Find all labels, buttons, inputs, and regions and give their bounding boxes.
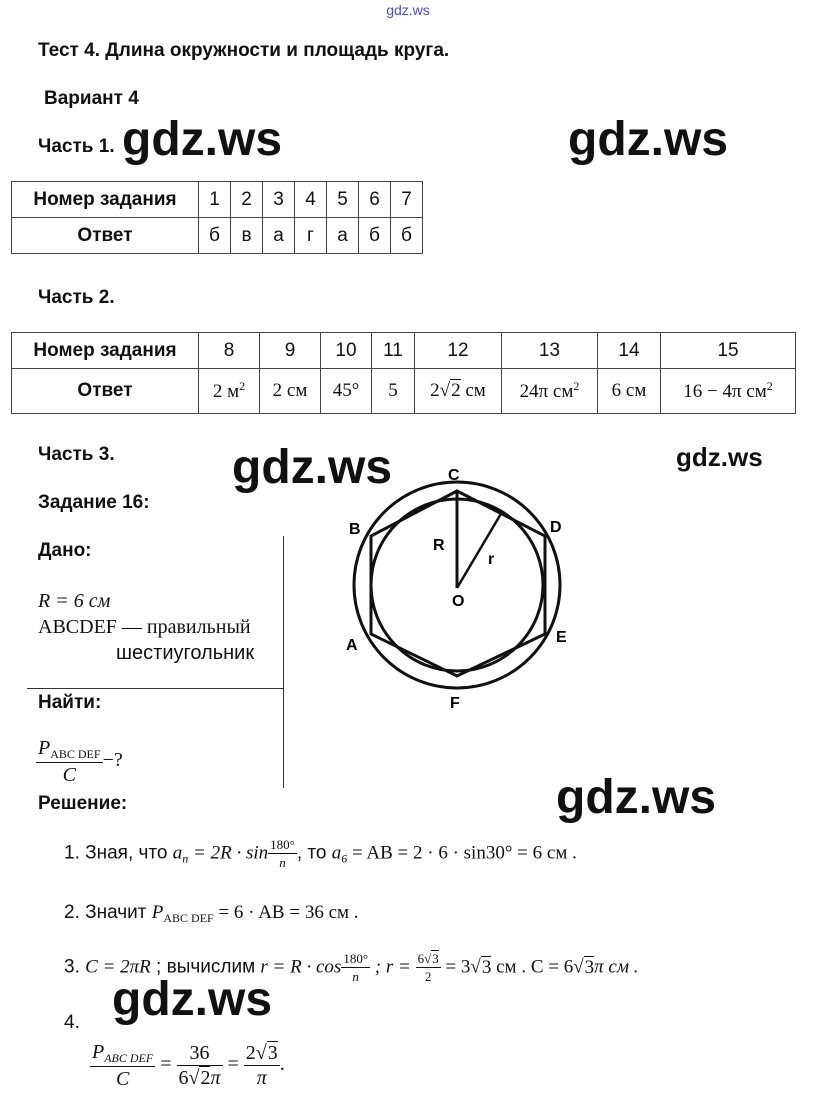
fraction-denominator: π [256, 1067, 267, 1089]
fraction [90, 1042, 155, 1089]
table-row [12, 182, 423, 218]
watermark: gdz.ws [232, 441, 393, 494]
inradius-value: = 3 [440, 956, 471, 978]
formula-an: a [172, 842, 183, 864]
formula-circumference: C = 2πR [85, 956, 151, 978]
task-number: 5 [327, 182, 359, 218]
fraction-denominator: 6√2π [178, 1067, 221, 1089]
answer-label-cell: Ответ [12, 218, 199, 254]
formula-a6-value: = AB = 2 · 6 · sin30° = 6 см . [347, 842, 577, 864]
part3-label: Часть 3. [38, 444, 115, 465]
task-number: 15 [661, 333, 796, 369]
fraction-numerator: 6√3 [417, 951, 439, 966]
circumference-value: см . C = 6 [491, 956, 574, 978]
task-number: 12 [415, 333, 502, 369]
radicand: 3 [481, 956, 492, 978]
fraction [416, 952, 441, 983]
fraction [341, 952, 370, 983]
sqrt-sign: √ [573, 956, 584, 978]
coefficient: 6 [178, 1067, 189, 1089]
label-B: B [349, 521, 361, 538]
fraction-denominator: C [62, 764, 76, 786]
answer-cell: 2 см [260, 369, 321, 414]
answer-cell: 5 [372, 369, 415, 414]
task-number: 2 [231, 182, 263, 218]
solution-step-2 [64, 902, 359, 926]
perimeter-subscript: ABC DEF [163, 911, 214, 925]
task-number: 13 [502, 333, 598, 369]
answer-cell: б [199, 218, 231, 254]
header-cell: Номер задания [12, 182, 199, 218]
given-polygon-text: ABCDEF — правильный [38, 616, 251, 638]
perimeter-subscript: ABC DEF [50, 747, 101, 761]
fraction-denominator: n [352, 969, 359, 984]
part1-table [11, 181, 423, 254]
answer-text: 2 м [212, 381, 240, 402]
step-number: 2. [64, 902, 80, 923]
circumference-tail: π см . [594, 956, 639, 978]
label-F: F [450, 695, 460, 712]
task-number: 10 [321, 333, 372, 369]
answer-cell: б [391, 218, 423, 254]
radius-r [457, 512, 502, 588]
task-number: 11 [372, 333, 415, 369]
task-number: 4 [295, 182, 327, 218]
equals-sign: = [160, 1053, 172, 1076]
answer-cell [502, 369, 598, 414]
task-number: 3 [263, 182, 295, 218]
answer-cell: б [359, 218, 391, 254]
radicand: 3 [267, 1042, 278, 1064]
page-title: Тест 4. Длина окружности и площадь круга. [38, 40, 450, 61]
step-text: Зная, что [85, 842, 173, 864]
fraction-numerator [90, 1042, 155, 1067]
answer-cell: г [295, 218, 327, 254]
answer-exponent: 2 [766, 379, 773, 393]
perimeter-symbol: P [92, 1041, 105, 1063]
label-A: A [346, 637, 358, 654]
answer-cell: а [263, 218, 295, 254]
table-row [12, 369, 796, 414]
fraction [268, 838, 297, 869]
find-expression [36, 738, 123, 785]
watermark: gdz.ws [676, 442, 763, 472]
formula-inradius: r = R · cos [260, 956, 342, 978]
fraction-numerator: 180° [343, 951, 369, 966]
fraction [36, 738, 103, 785]
answer-cell [661, 369, 796, 414]
step-number: 3. [64, 956, 80, 978]
answer-unit: см [460, 380, 486, 401]
answer-text: 24π см [519, 381, 574, 402]
sqrt-sign: √ [470, 956, 481, 978]
coefficient: 6 [417, 951, 425, 966]
fraction-numerator: 36 [177, 1043, 223, 1066]
fraction-numerator: 2√3 [245, 1042, 278, 1064]
given-label: Дано: [38, 540, 92, 561]
part2-table [11, 332, 796, 414]
equals-sign: = [227, 1053, 239, 1076]
solution-label: Решение: [38, 793, 128, 814]
header-cell: Номер задания [12, 333, 199, 369]
label-R: R [433, 537, 445, 554]
given-polygon [38, 616, 251, 639]
answer-cell [415, 369, 502, 414]
perimeter-symbol: P [38, 737, 51, 759]
geometry-figure [340, 458, 580, 718]
fraction-denominator: C [115, 1068, 130, 1090]
step-text: , то [296, 842, 332, 864]
divider-horizontal [27, 688, 284, 689]
fraction-denominator: 2 [424, 969, 432, 984]
part1-label: Часть 1. [38, 136, 115, 157]
fraction-numerator [36, 738, 103, 763]
final-period: . [279, 1053, 285, 1076]
task-label: Задание 16: [38, 492, 150, 513]
pi-symbol: π [210, 1067, 221, 1089]
sqrt-sign: √ [439, 380, 451, 401]
answer-label-cell: Ответ [12, 369, 199, 414]
task-number: 9 [260, 333, 321, 369]
answer-cell: в [231, 218, 263, 254]
fraction [177, 1043, 223, 1088]
watermark: gdz.ws [122, 113, 283, 166]
step-number: 1. [64, 842, 80, 864]
step-text: Значит [85, 902, 152, 923]
answer-exponent: 2 [239, 379, 246, 393]
formula-a6: a [331, 842, 342, 864]
perimeter-symbol: P [151, 902, 164, 923]
watermark: gdz.ws [568, 113, 729, 166]
top-watermark: gdz.ws [386, 2, 430, 18]
answer-text: 16 − 4π см [683, 381, 767, 402]
solution-step-4 [90, 1042, 285, 1089]
radicand: 2 [200, 1067, 211, 1089]
task-number: 1 [199, 182, 231, 218]
solution-step-4-number: 4. [64, 1012, 80, 1033]
radicand: 2 [451, 380, 461, 401]
task-number: 14 [598, 333, 661, 369]
divider-vertical [283, 536, 284, 788]
formula-an-value: = 2R · sin [188, 842, 269, 864]
table-row [12, 333, 796, 369]
given-polygon-line2: шестиугольник [116, 642, 255, 664]
watermark: gdz.ws [112, 973, 273, 1026]
perimeter-subscript: ABC DEF [104, 1051, 154, 1065]
answer-cell: 45° [321, 369, 372, 414]
answer-exponent: 2 [573, 379, 580, 393]
answer-cell: а [327, 218, 359, 254]
answer-cell: 6 см [598, 369, 661, 414]
task-number: 8 [199, 333, 260, 369]
radicand: 3 [584, 956, 595, 978]
find-question: −? [102, 749, 123, 772]
solution-step-1 [64, 838, 577, 869]
variant-label: Вариант 4 [44, 88, 139, 109]
fraction-denominator: n [279, 855, 286, 870]
given-radius: R = 6 см [38, 590, 111, 612]
task-number: 6 [359, 182, 391, 218]
answer-cell [199, 369, 260, 414]
coefficient: 2 [245, 1042, 256, 1064]
radicand: 3 [432, 951, 439, 966]
watermark: gdz.ws [556, 771, 717, 824]
perimeter-value: = 6 · AB = 36 см . [213, 902, 359, 923]
step-text: ; r = [370, 956, 416, 978]
answer-text: 2 [430, 380, 440, 401]
task-number: 7 [391, 182, 423, 218]
label-E: E [556, 629, 567, 646]
table-row [12, 218, 423, 254]
label-O: O [452, 593, 465, 610]
find-label: Найти: [38, 692, 102, 713]
label-D: D [550, 519, 562, 536]
step-text: ; вычислим [150, 956, 261, 978]
part2-label: Часть 2. [38, 287, 115, 308]
fraction-numerator: 180° [270, 837, 295, 852]
formula-an-subscript: n [182, 851, 189, 866]
formula-a6-subscript: 6 [341, 851, 348, 866]
label-r: r [488, 551, 495, 568]
fraction [244, 1043, 280, 1088]
label-C: C [448, 467, 460, 484]
